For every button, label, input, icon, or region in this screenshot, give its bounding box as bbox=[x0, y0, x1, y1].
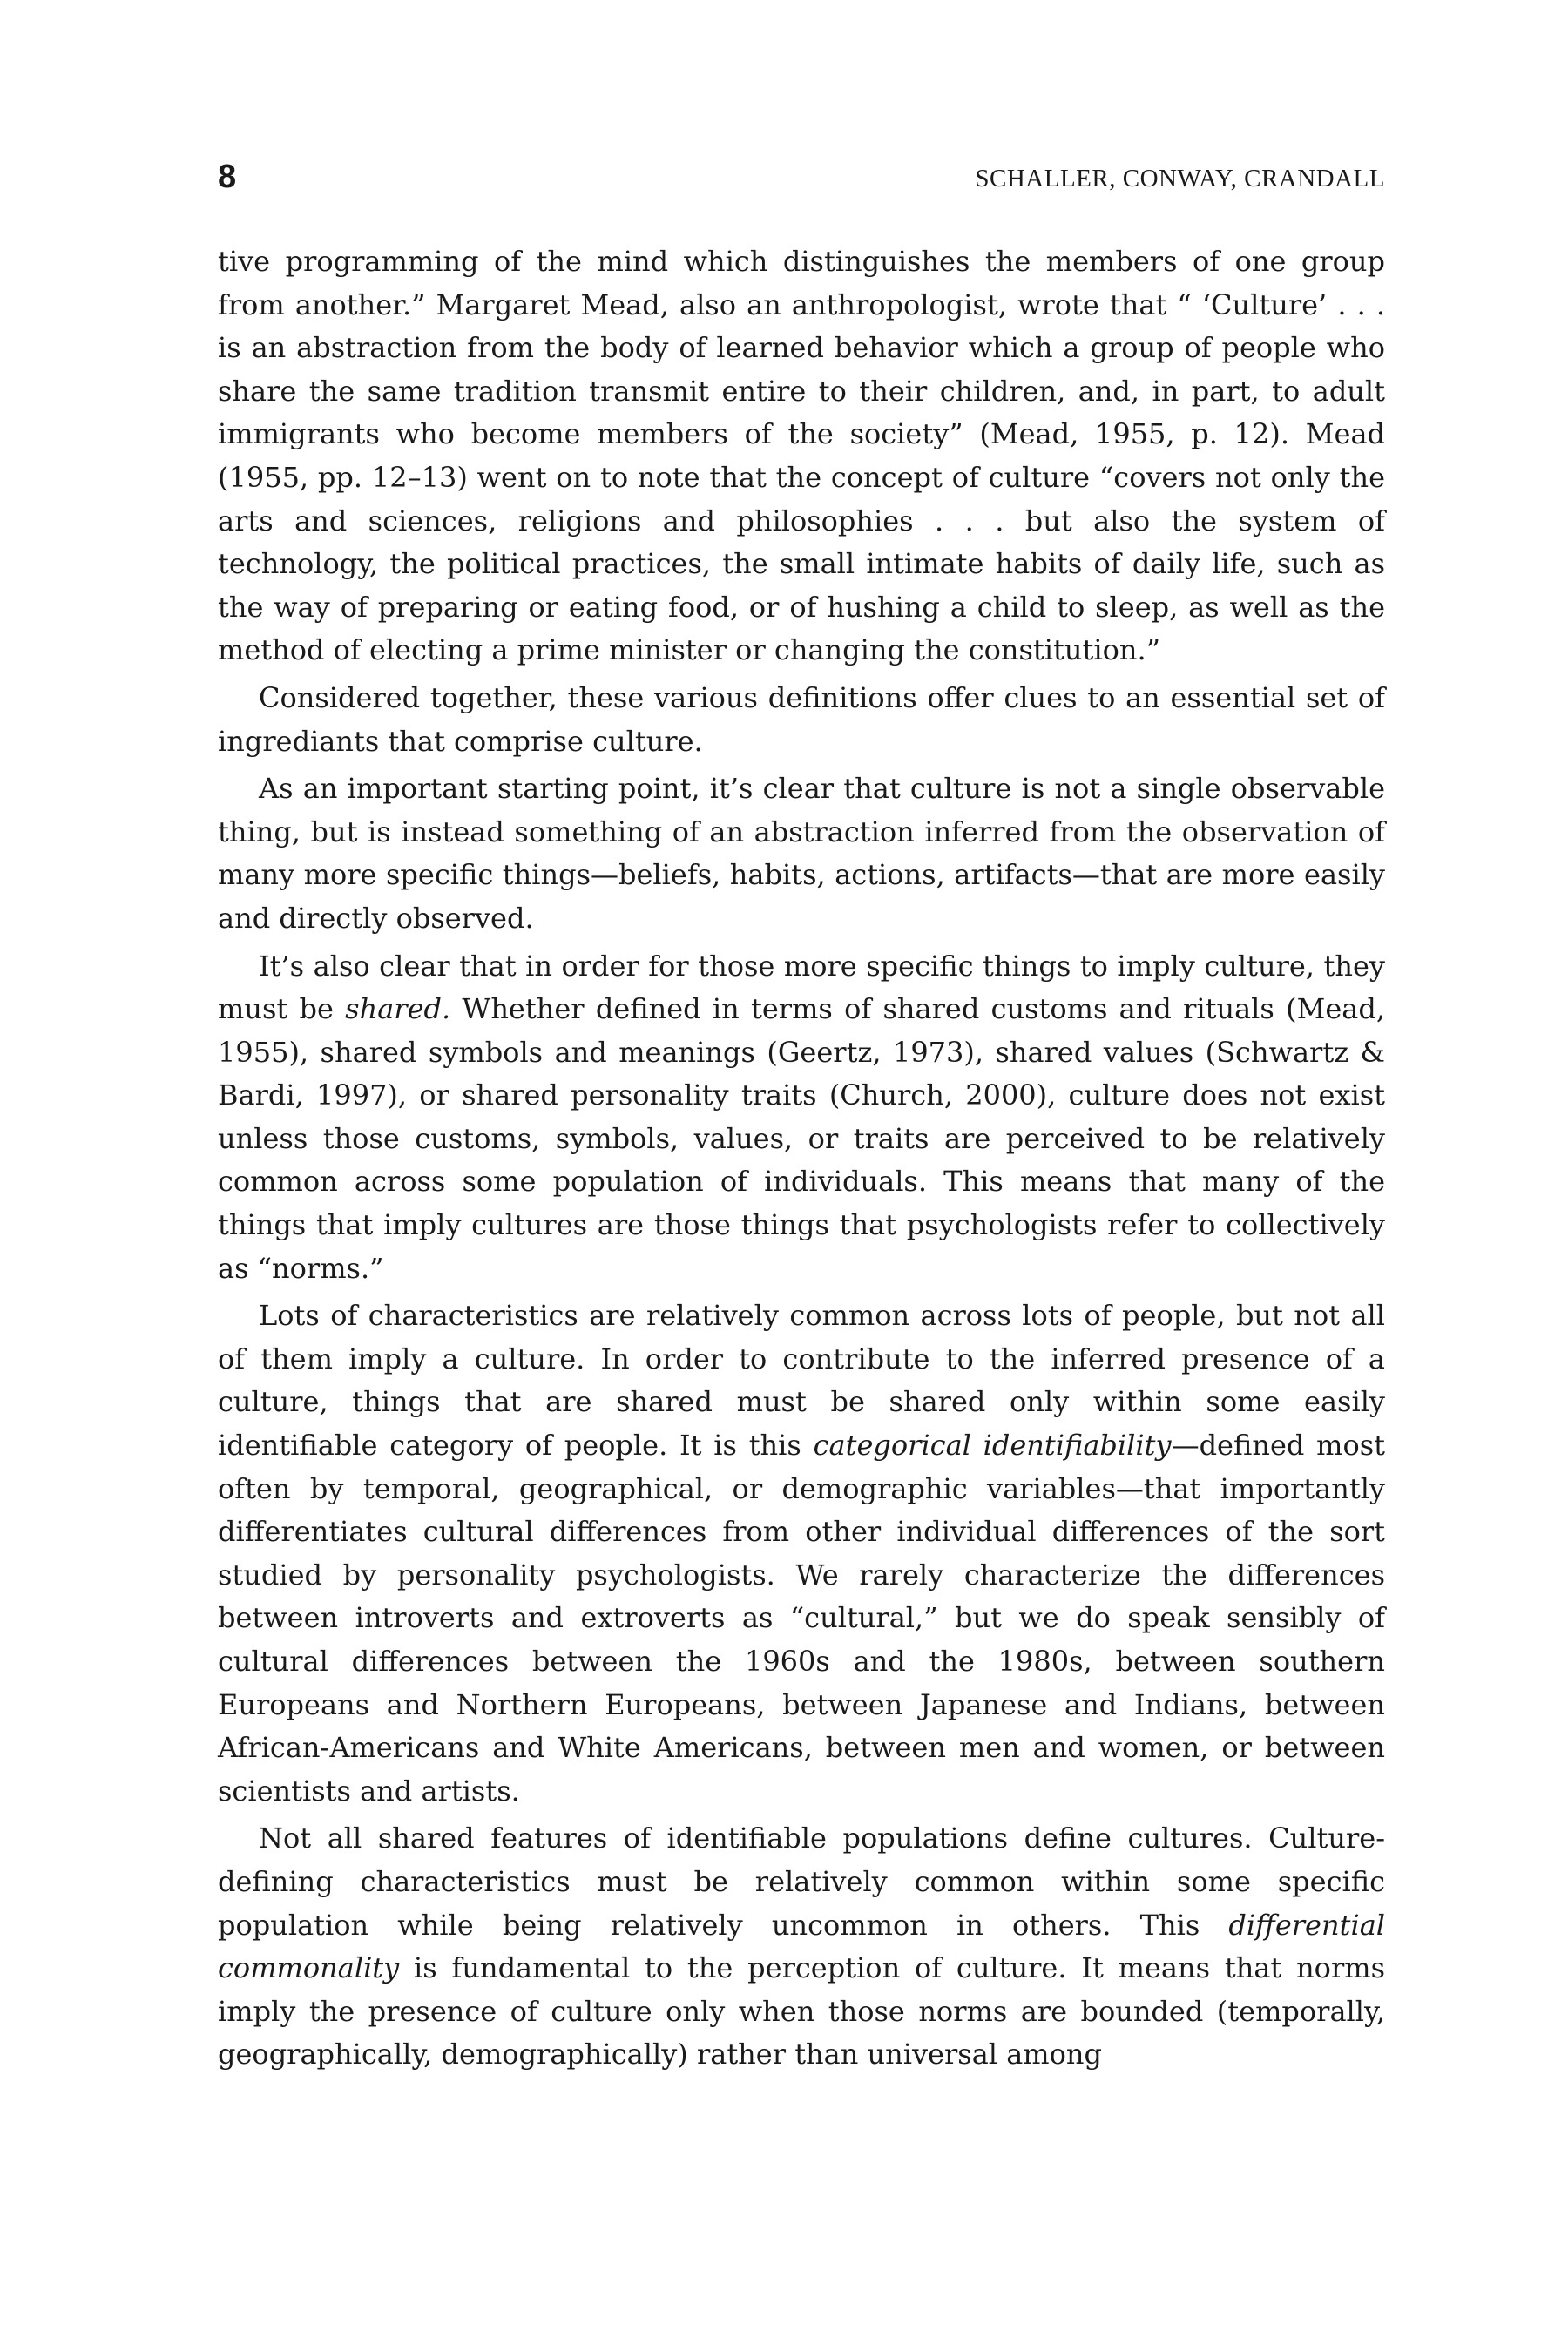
italic-term: categorical identifiability bbox=[813, 1429, 1172, 1463]
text-segment: Whether defined in terms of shared customs and rituals (Mead, 1955), shared symbols and meanings (Geertz, 1973), shared values (Schwartz & Bardi, 1997), or shared personality traits (Church, 2000), culture does not exist unless those customs, symbols, values, or traits are perceived to be relatively common across some population of individuals. This means that many of the things that imply cultures are those things that psychologists refer to collectively as “norms.” bbox=[218, 992, 1385, 1285]
text-segment: Not all shared features of identifiable populations define cultures. Culture-defining characteristics must be relatively common within some specific population while being relatively uncommon in others. This bbox=[218, 1821, 1385, 1942]
text-segment: Considered together, these various definitions offer clues to an essential set of ingrediants that comprise culture. bbox=[218, 680, 1385, 758]
paragraph bbox=[218, 767, 1385, 940]
text-segment: —defined most often by temporal, geographical, or demographic variables—that importantly differentiates cultural differences from other individual differences of the sort studied by personality psychologists. We rarely characterize the differences between introverts and extroverts as “cultural,” but we do speak sensibly of cultural differences between the 1960s and the 1980s, between southern Europeans and Northern Europeans, between Japanese and Indians, between African-Americans and White Americans, between men and women, or between scientists and artists. bbox=[218, 1429, 1386, 1808]
page-number: 8 bbox=[218, 159, 237, 195]
text-segment: It’s also clear that in order for those more specific things to imply culture, they must be bbox=[218, 949, 1385, 1026]
text-segment: tive programming of the mind which distinguishes the members of one group from another.” Margaret Mead, also an anthropologist, wrote that “ ‘Culture’ . . . is an abstraction from the body of learned behavior which a group of people who share the same tradition transmit entire to their children, and, in part, to adult immigrants who become members of the society” (Mead, 1955, p. 12). Mead (1955, pp. 12–13) went on to note that the concept of culture “covers not only the arts and sciences, religions and philosophies . . . but also the system of technology, the political practices, the small intimate habits of daily life, such as the way of preparing or eating food, or of hushing a child to sleep, as well as the method of electing a prime minister or changing the constitution.” bbox=[218, 245, 1385, 667]
italic-term: differential commonality bbox=[218, 1908, 1385, 1985]
text-segment: As an important starting point, it’s clear that culture is not a single observable thing, but is instead something of an abstraction inferred from the observation of many more specific things—beliefs, habits, actions, artifacts—that are more easily and directly observed. bbox=[218, 772, 1385, 935]
running-head bbox=[218, 155, 1385, 199]
running-head-authors: SCHALLER, CONWAY, CRANDALL bbox=[975, 165, 1385, 193]
paragraph bbox=[218, 1294, 1385, 1813]
text-segment: is fundamental to the perception of culture. It means that norms imply the presence of culture only when those norms are bounded (temporally, geographically, demographically) rather than universal among bbox=[218, 1951, 1385, 2072]
body-text bbox=[218, 240, 1385, 2077]
text-segment: Lots of characteristics are relatively common across lots of people, but not all of them imply a culture. In order to contribute to the inferred presence of a culture, things that are shared must be shared only within some easily identifiable category of people. It is this bbox=[218, 1299, 1385, 1463]
paragraph bbox=[218, 240, 1385, 672]
paragraph bbox=[218, 1817, 1385, 2077]
paragraph bbox=[218, 677, 1385, 763]
italic-term: shared. bbox=[345, 992, 451, 1026]
paragraph bbox=[218, 945, 1385, 1291]
